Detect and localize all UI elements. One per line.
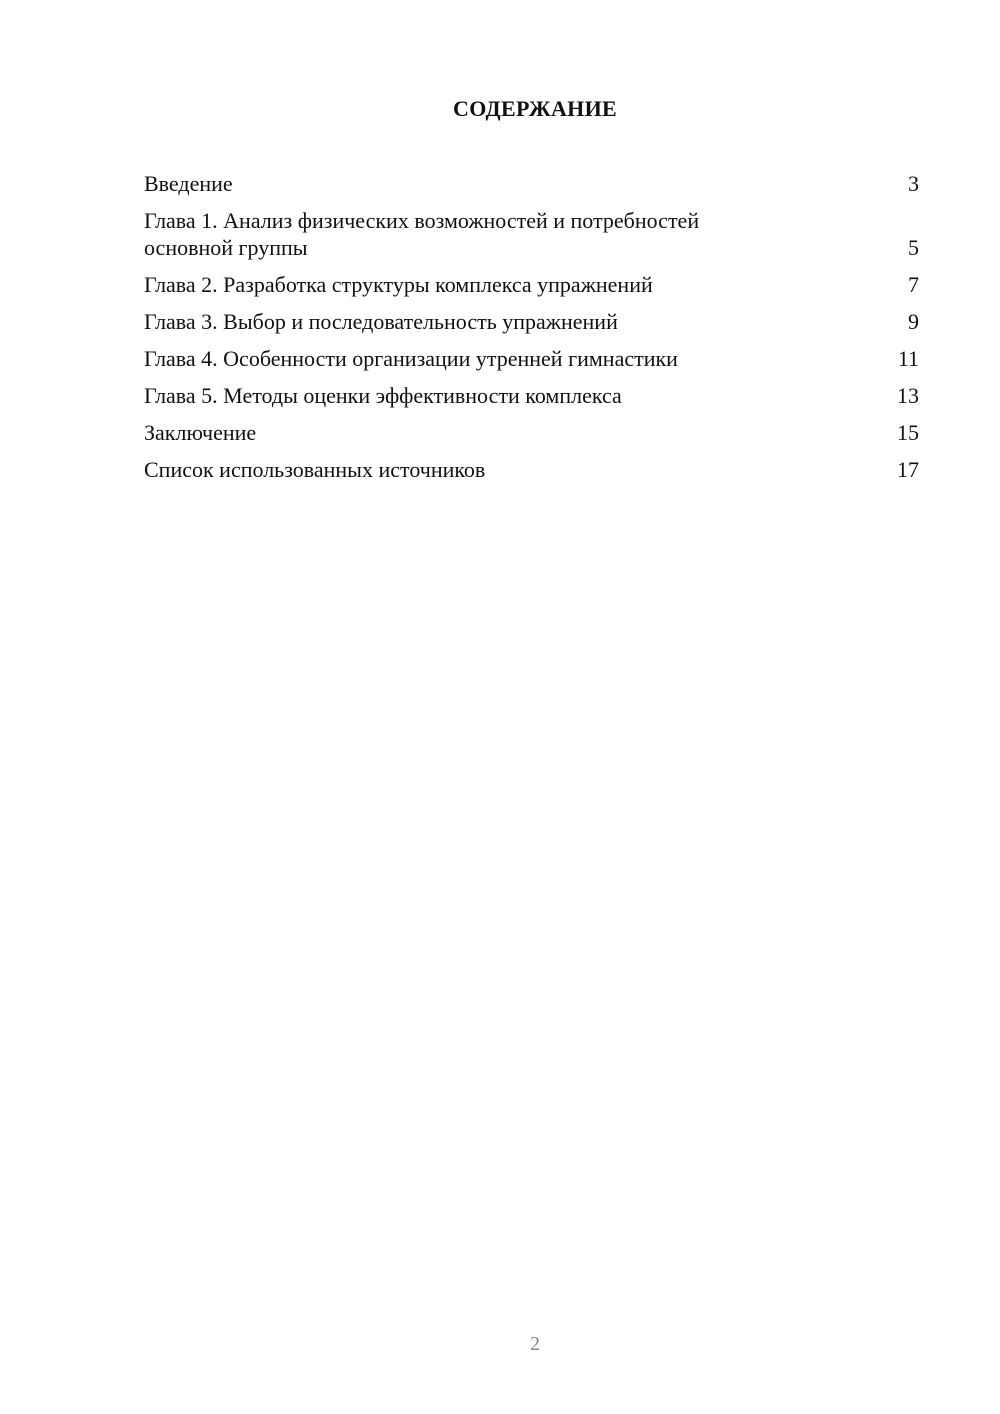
toc-entry-page-number: 7 (908, 272, 919, 297)
toc-entry-chapter-5 (144, 382, 919, 409)
toc-entry-page-number: 15 (897, 420, 919, 445)
toc-entry-chapter-4 (144, 345, 919, 372)
toc-entry-chapter-3 (144, 308, 919, 335)
toc-entry-page-number: 13 (897, 383, 919, 408)
toc-entry-page-number: 3 (908, 171, 919, 196)
toc-entry-label: Глава 2. Разработка структуры комплекса упражнений (144, 272, 653, 297)
toc-entry-page-number: 11 (897, 346, 919, 371)
toc-entry-label: Глава 4. Особенности организации утренней гимнастики (144, 346, 678, 371)
toc-entry-label: Глава 5. Методы оценки эффективности комплекса (144, 383, 622, 408)
toc-entry-page-number: 5 (908, 235, 919, 260)
toc-entry-label: Список использованных источников (144, 457, 486, 482)
toc-entry-label: Глава 3. Выбор и последовательность упражнений (144, 309, 618, 334)
toc-entry-label: Заключение (144, 420, 257, 445)
toc-entry-chapter-1 (144, 207, 919, 261)
toc-entry-references (144, 456, 919, 483)
toc-entry-label: Глава 1. Анализ физических возможностей и потребностей основной группы (144, 208, 700, 260)
toc-entry-label: Введение (144, 171, 233, 196)
footer-page-number: 2 (530, 1333, 540, 1355)
toc-entry-page-number: 17 (897, 457, 919, 482)
toc-entry-page-number: 9 (908, 309, 919, 334)
toc-entry-introduction (144, 170, 919, 197)
page-title: СОДЕРЖАНИЕ (453, 96, 617, 121)
table-of-contents (144, 170, 919, 493)
toc-entry-chapter-2 (144, 271, 919, 298)
toc-entry-conclusion (144, 419, 919, 446)
